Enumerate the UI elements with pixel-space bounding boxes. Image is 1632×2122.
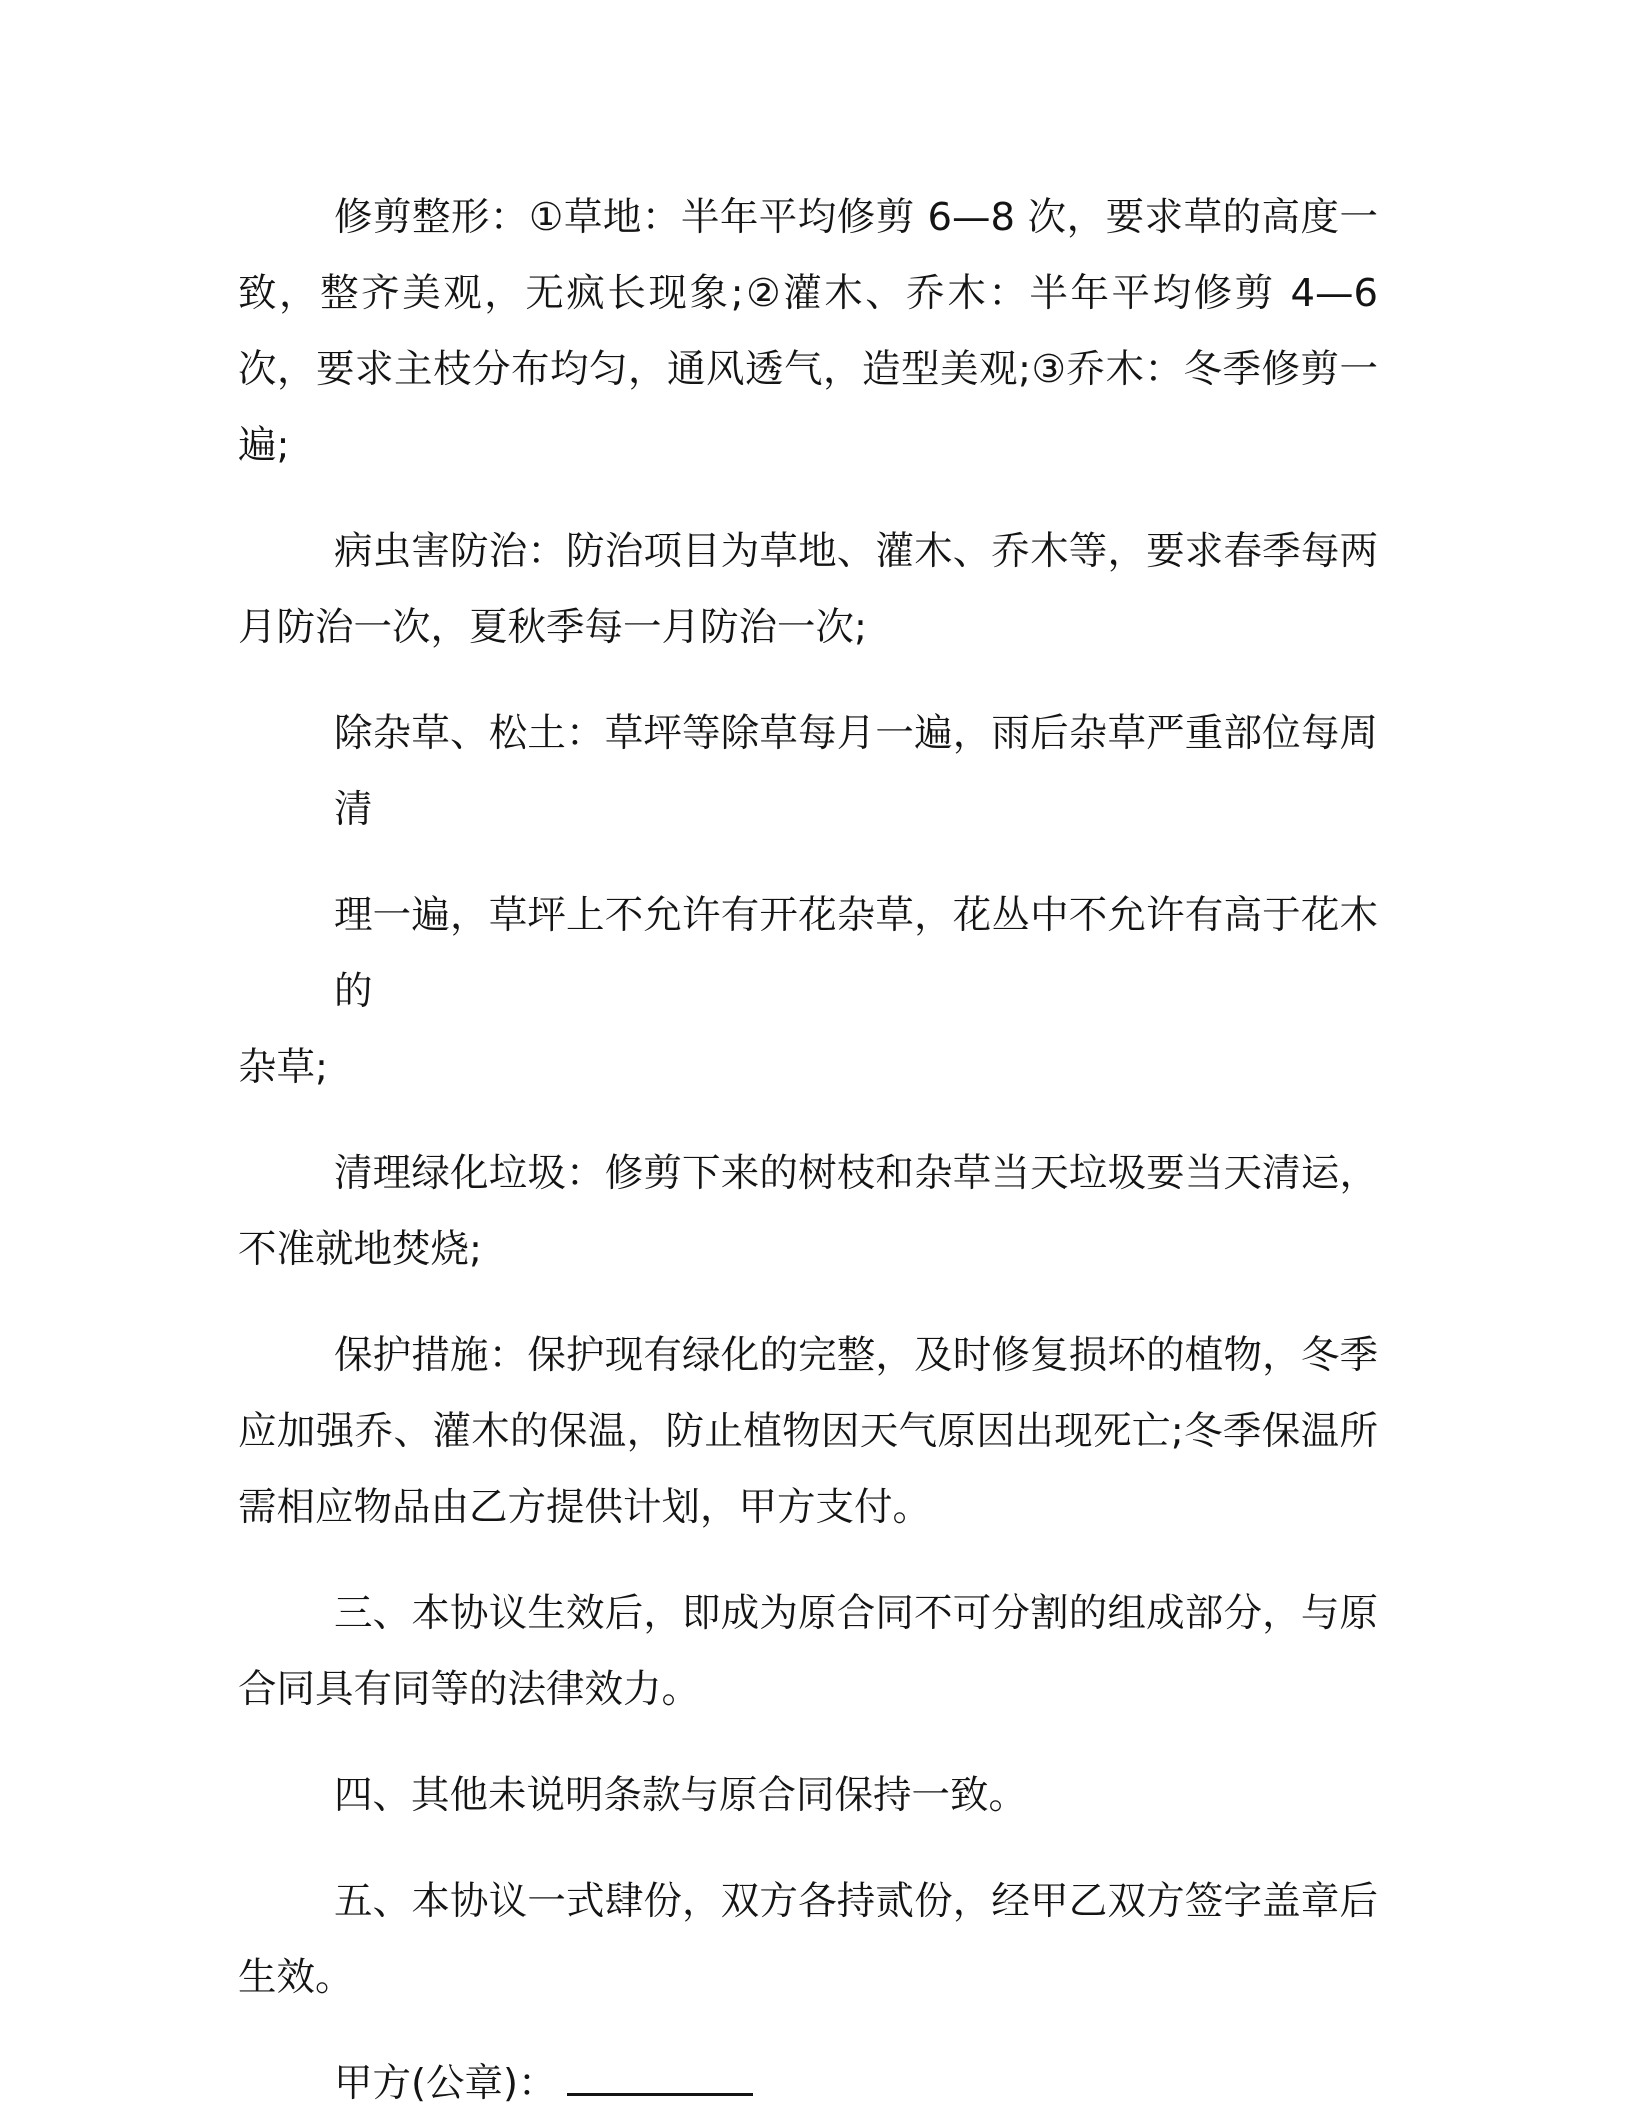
document-body — [238, 180, 1378, 2122]
paragraph-weeding — [238, 696, 1378, 1106]
paragraph-clause-four: 四、其他未说明条款与原合同保持一致。 — [334, 1773, 1028, 1818]
paragraph-protection: 保护措施：保护现有绿化的完整，及时修复损坏的植物，冬季应加强乔、灌木的保温，防止植物因天气原因出现死亡;冬季保温所需相应物品由乙方提供计划，甲方支付。 — [238, 1333, 1378, 1530]
paragraph-pest-control: 病虫害防治：防治项目为草地、灌木、乔木等，要求春季每两月防治一次，夏秋季每一月防治一次; — [238, 529, 1378, 650]
signature-party-a — [238, 2046, 1378, 2122]
paragraph-clause-five: 五、本协议一式肆份，双方各持贰份，经甲乙双方签字盖章后生效。 — [238, 1879, 1378, 2000]
paragraph-clause-three: 三、本协议生效后，即成为原合同不可分割的组成部分，与原合同具有同等的法律效力。 — [238, 1591, 1378, 1712]
paragraph-weeding-line-3: 杂草; — [238, 1045, 328, 1090]
paragraph-pruning: 修剪整形：①草地：半年平均修剪 6—8 次，要求草的高度一致，整齐美观，无疯长现象;②灌木、乔木：半年平均修剪 4—6 次，要求主枝分布均匀，通风透气，造型美观;③乔木：冬季修剪一遍; — [238, 195, 1378, 468]
signature-party-a-label: 甲方(公章)： — [334, 2061, 557, 2106]
signature-blank-line[interactable] — [567, 2053, 753, 2096]
paragraph-cleanup: 清理绿化垃圾：修剪下来的树枝和杂草当天垃圾要当天清运，不准就地焚烧; — [238, 1151, 1378, 1272]
paragraph-weeding-line-1: 除杂草、松土：草坪等除草每月一遍，雨后杂草严重部位每周清 — [334, 711, 1378, 832]
paragraph-weeding-line-2: 理一遍，草坪上不允许有开花杂草，花丛中不允许有高于花木的 — [334, 893, 1378, 1014]
